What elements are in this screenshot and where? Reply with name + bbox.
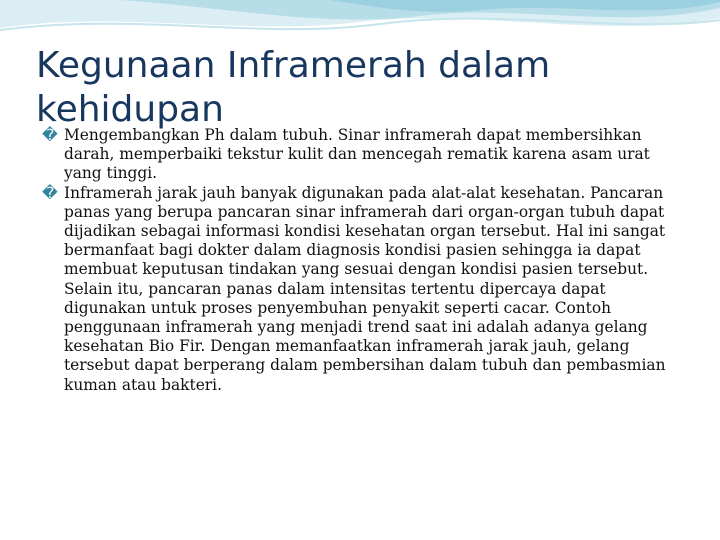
bullet-icon: � — [42, 126, 58, 144]
slide-title: Kegunaan Inframerah dalam kehidupan — [36, 45, 551, 130]
bullet-icon: � — [42, 183, 58, 202]
bullet-list — [42, 126, 682, 395]
bullet-item — [42, 126, 682, 184]
bullet-text: Inframerah jarak jauh banyak digunakan pada alat-alat kesehatan. Pancaran panas yang berupa pancaran sinar inframerah dari organ-organ tubuh dapat dijadikan sebagai informasi kondisi kesehatan organ tersebut. Hal ini sangat bermanfaat bagi dokter dalam diagnosis kondisi pasien sehingga ia dapat membuat keputusan tindakan yang sesuai dengan kondisi pasien tersebut. Selain itu, pancaran panas dalam intensitas tertentu dipercaya dapat digunakan untuk proses penyembuhan penyakit seperti cacar. Contoh penggunaan inframerah yang menjadi trend saat ini adalah adanya gelang kesehatan Bio Fir. Dengan memanfaatkan inframerah jarak jauh, gelang tersebut dapat berperang dalam pembersihan dalam tubuh dan pembasmian kuman atau bakteri. — [64, 183, 666, 394]
bullet-text: Mengembangkan Ph dalam tubuh. Sinar inframerah dapat membersihkan darah, memperbaiki tekstur kulit dan mencegah rematik karena asam urat yang tinggi. — [64, 126, 650, 183]
bullet-item — [42, 184, 682, 395]
